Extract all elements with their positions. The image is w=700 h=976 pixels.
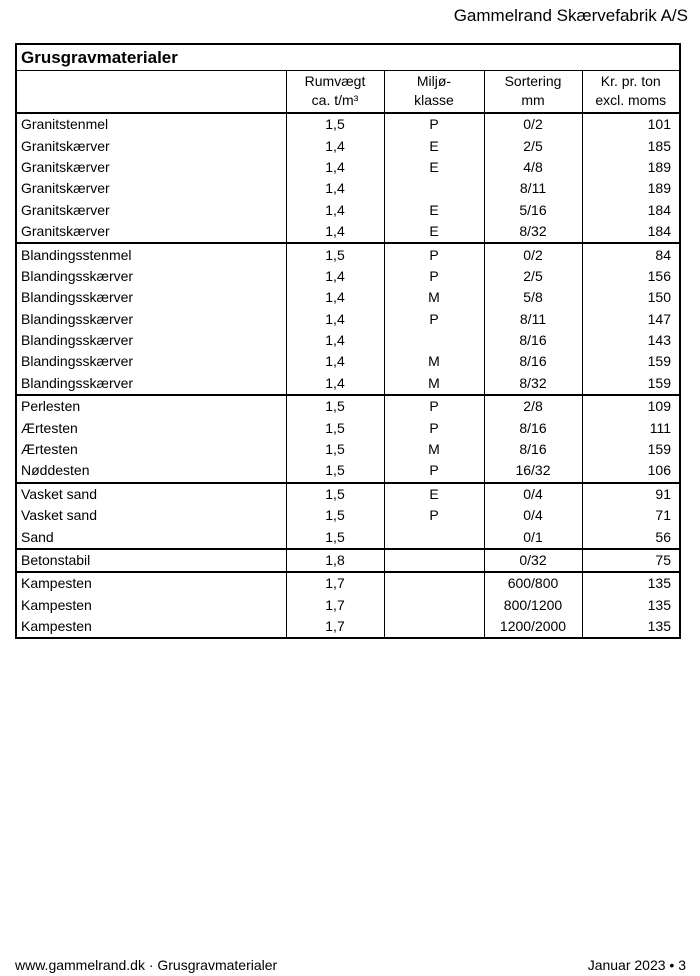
rumvaegt-value: 1,5 (286, 417, 384, 438)
pris-value: 56 (582, 526, 680, 548)
rumvaegt-value: 1,4 (286, 157, 384, 178)
rumvaegt-value: 1,4 (286, 266, 384, 287)
header-pris: Kr. pr. ton excl. moms (582, 71, 680, 114)
sortering-value: 8/16 (484, 417, 582, 438)
pris-value: 91 (582, 483, 680, 505)
sortering-value: 600/800 (484, 572, 582, 594)
price-table (15, 43, 681, 639)
miljoklasse-value (384, 330, 484, 351)
miljoklasse-value: M (384, 439, 484, 460)
material-name: Granitstenmel (21, 116, 109, 133)
sortering-value: 0/4 (484, 483, 582, 505)
pris-value: 184 (582, 221, 680, 243)
rumvaegt-value: 1,8 (286, 549, 384, 572)
material-name: Kampesten (21, 596, 92, 613)
table-row (16, 266, 680, 287)
sortering-value: 8/11 (484, 309, 582, 330)
pris-value: 189 (582, 178, 680, 199)
rumvaegt-value: 1,4 (286, 330, 384, 351)
sortering-value: 8/32 (484, 373, 582, 395)
material-name: Blandingsskærver (21, 289, 134, 306)
rumvaegt-value: 1,5 (286, 395, 384, 417)
material-name: Blandingsskærver (21, 332, 134, 349)
table-row (16, 200, 680, 221)
table-row (16, 483, 680, 505)
rumvaegt-value: 1,4 (286, 221, 384, 243)
sortering-value: 800/1200 (484, 595, 582, 616)
header-rumvaegt: Rumvægt ca. t/m³ (286, 71, 384, 114)
miljoklasse-value (384, 572, 484, 594)
sortering-value: 8/16 (484, 330, 582, 351)
sortering-value: 8/16 (484, 439, 582, 460)
rumvaegt-value: 1,4 (286, 200, 384, 221)
pris-value: 135 (582, 616, 680, 638)
material-name: Ærtesten (21, 419, 78, 436)
material-name: Sand (21, 528, 54, 545)
miljoklasse-value: P (384, 266, 484, 287)
table-row (16, 572, 680, 594)
table-row (16, 439, 680, 460)
material-name: Granitskærver (21, 180, 110, 197)
miljoklasse-value: M (384, 351, 484, 372)
table-row (16, 616, 680, 638)
sortering-value: 2/8 (484, 395, 582, 417)
pris-value: 84 (582, 243, 680, 265)
pris-value: 106 (582, 460, 680, 482)
table-row (16, 330, 680, 351)
material-name: Blandingsskærver (21, 310, 134, 327)
material-name: Ærtesten (21, 441, 78, 458)
table-group (16, 243, 680, 395)
rumvaegt-value: 1,5 (286, 526, 384, 548)
miljoklasse-value: P (384, 417, 484, 438)
table-row (16, 178, 680, 199)
miljoklasse-value: E (384, 221, 484, 243)
rumvaegt-value: 1,5 (286, 505, 384, 526)
sortering-value: 2/5 (484, 135, 582, 156)
rumvaegt-value: 1,4 (286, 373, 384, 395)
pris-value: 150 (582, 287, 680, 308)
miljoklasse-value: P (384, 309, 484, 330)
table-row (16, 549, 680, 572)
material-name: Perlesten (21, 398, 81, 415)
miljoklasse-value (384, 549, 484, 572)
rumvaegt-value: 1,5 (286, 243, 384, 265)
rumvaegt-value: 1,4 (286, 351, 384, 372)
miljoklasse-value: P (384, 505, 484, 526)
pris-value: 185 (582, 135, 680, 156)
miljoklasse-value (384, 595, 484, 616)
pris-value: 156 (582, 266, 680, 287)
sortering-value: 2/5 (484, 266, 582, 287)
table-row (16, 595, 680, 616)
sortering-value: 0/4 (484, 505, 582, 526)
table-group (16, 113, 680, 243)
material-name: Granitskærver (21, 137, 110, 154)
table-title: Grusgravmaterialer (16, 44, 680, 71)
rumvaegt-value: 1,4 (286, 135, 384, 156)
sortering-value: 0/1 (484, 526, 582, 548)
material-name: Nøddesten (21, 462, 90, 479)
table-row (16, 351, 680, 372)
material-name: Granitskærver (21, 158, 110, 175)
header-sortering: Sortering mm (484, 71, 582, 114)
table-row (16, 505, 680, 526)
sortering-value: 16/32 (484, 460, 582, 482)
pris-value: 101 (582, 113, 680, 135)
table-group (16, 395, 680, 483)
miljoklasse-value (384, 526, 484, 548)
header-miljoklasse: Miljø- klasse (384, 71, 484, 114)
sortering-value: 8/32 (484, 221, 582, 243)
miljoklasse-value: P (384, 113, 484, 135)
table-group (16, 483, 680, 549)
sortering-value: 0/2 (484, 243, 582, 265)
sortering-value: 8/11 (484, 178, 582, 199)
material-name: Blandingsskærver (21, 374, 134, 391)
miljoklasse-value (384, 178, 484, 199)
material-name: Granitskærver (21, 223, 110, 240)
pris-value: 111 (582, 417, 680, 438)
miljoklasse-value: E (384, 200, 484, 221)
table-row (16, 157, 680, 178)
sortering-value: 8/16 (484, 351, 582, 372)
table-row (16, 113, 680, 135)
table-row (16, 221, 680, 243)
miljoklasse-value: M (384, 373, 484, 395)
table-row (16, 243, 680, 265)
sortering-value: 5/8 (484, 287, 582, 308)
material-name: Kampesten (21, 618, 92, 635)
pris-value: 184 (582, 200, 680, 221)
rumvaegt-value: 1,5 (286, 439, 384, 460)
footer-date-page: Januar 2023 • 3 (587, 957, 686, 973)
miljoklasse-value (384, 616, 484, 638)
table-row (16, 460, 680, 482)
miljoklasse-value: M (384, 287, 484, 308)
rumvaegt-value: 1,5 (286, 483, 384, 505)
sortering-value: 0/32 (484, 549, 582, 572)
rumvaegt-value: 1,7 (286, 595, 384, 616)
rumvaegt-value: 1,4 (286, 178, 384, 199)
sortering-value: 1200/2000 (484, 616, 582, 638)
rumvaegt-value: 1,4 (286, 287, 384, 308)
pris-value: 71 (582, 505, 680, 526)
table-row (16, 309, 680, 330)
pris-value: 109 (582, 395, 680, 417)
miljoklasse-value: E (384, 135, 484, 156)
rumvaegt-value: 1,7 (286, 572, 384, 594)
material-name: Betonstabil (21, 552, 91, 568)
pris-value: 135 (582, 572, 680, 594)
pris-value: 143 (582, 330, 680, 351)
table-group (16, 572, 680, 638)
rumvaegt-value: 1,5 (286, 460, 384, 482)
sortering-value: 5/16 (484, 200, 582, 221)
miljoklasse-value: E (384, 157, 484, 178)
material-name: Kampesten (21, 575, 92, 592)
footer-site: www.gammelrand.dk · Grusgravmaterialer (15, 957, 278, 973)
material-name: Blandingsstenmel (21, 246, 132, 263)
material-name: Blandingsskærver (21, 353, 134, 370)
pris-value: 189 (582, 157, 680, 178)
miljoklasse-value: E (384, 483, 484, 505)
rumvaegt-value: 1,7 (286, 616, 384, 638)
pris-value: 159 (582, 373, 680, 395)
rumvaegt-value: 1,4 (286, 309, 384, 330)
table-row (16, 287, 680, 308)
sortering-value: 4/8 (484, 157, 582, 178)
sortering-value: 0/2 (484, 113, 582, 135)
miljoklasse-value: P (384, 460, 484, 482)
company-name: Gammelrand Skærvefabrik A/S (453, 6, 688, 25)
material-name: Vasket sand (21, 485, 98, 502)
table-row (16, 526, 680, 548)
header-material (16, 71, 286, 114)
pris-value: 159 (582, 351, 680, 372)
table-row (16, 373, 680, 395)
miljoklasse-value: P (384, 243, 484, 265)
pris-value: 135 (582, 595, 680, 616)
table-row (16, 417, 680, 438)
pris-value: 75 (582, 549, 680, 572)
miljoklasse-value: P (384, 395, 484, 417)
table-group (16, 549, 680, 572)
pris-value: 147 (582, 309, 680, 330)
material-name: Granitskærver (21, 201, 110, 218)
pris-value: 159 (582, 439, 680, 460)
rumvaegt-value: 1,5 (286, 113, 384, 135)
table-row (16, 395, 680, 417)
material-name: Blandingsskærver (21, 267, 134, 284)
table-row (16, 135, 680, 156)
material-name: Vasket sand (21, 507, 98, 524)
